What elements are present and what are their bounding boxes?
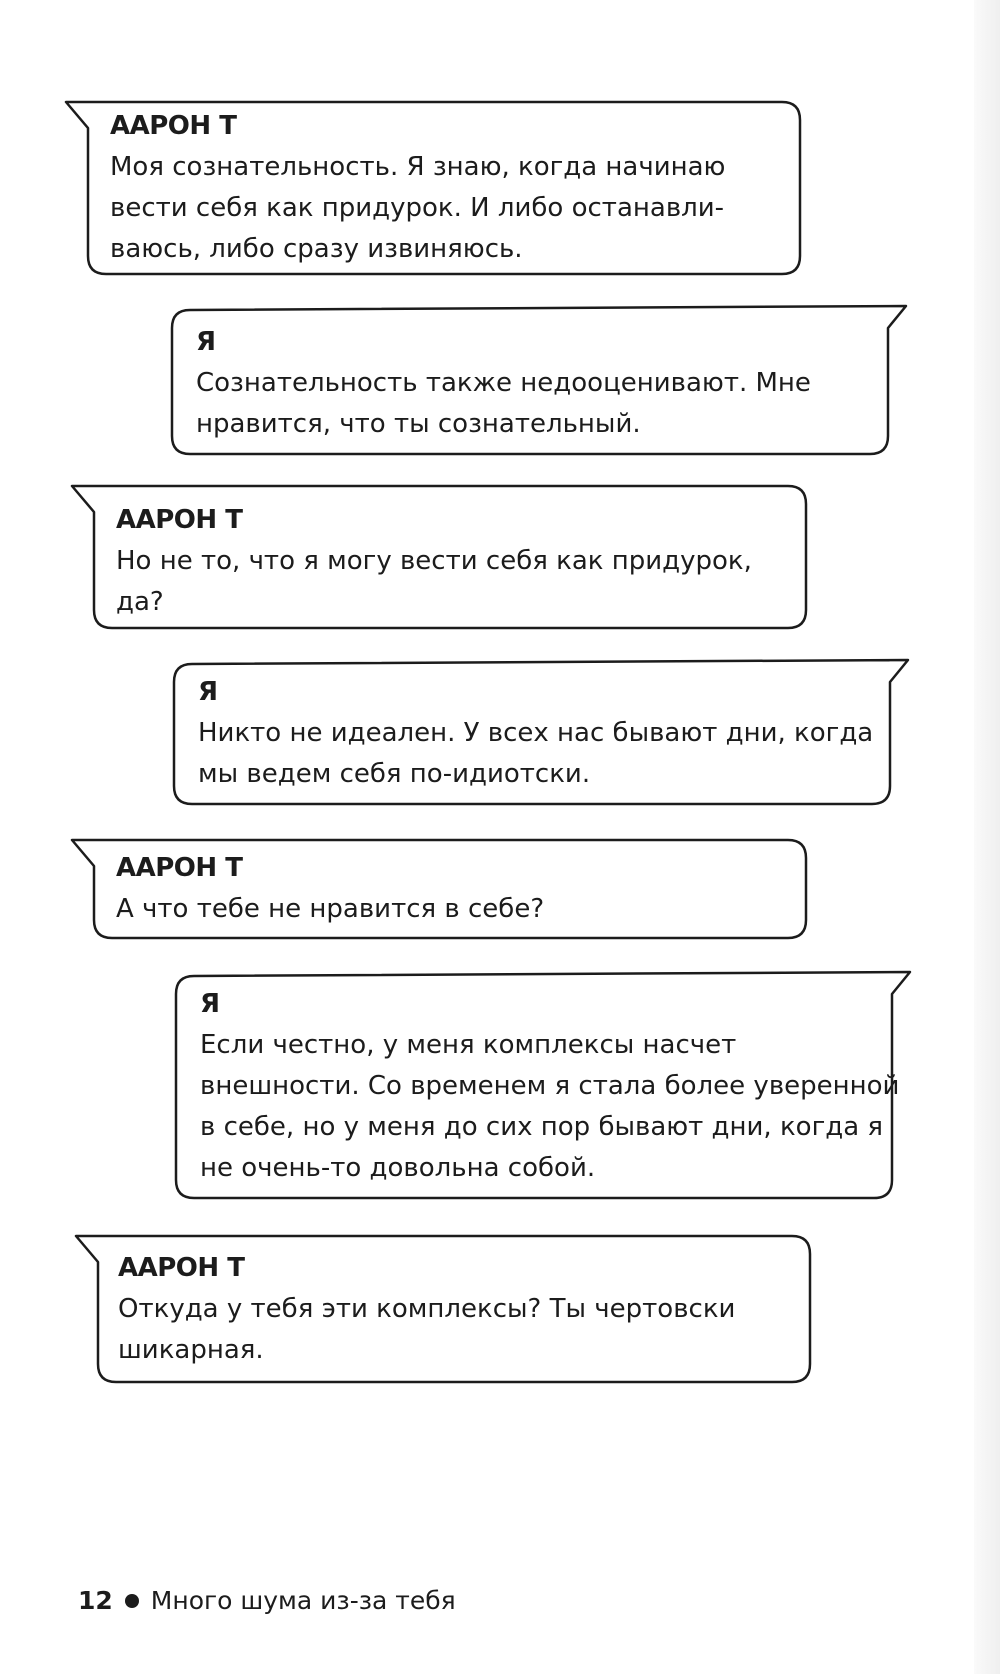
message-bubble-outgoing	[170, 300, 914, 460]
sender-name: Я	[196, 327, 216, 357]
sender-name: ААРОН Т	[110, 111, 237, 141]
page-edge-shadow	[974, 0, 1000, 1674]
message-text: Откуда у тебя эти комплексы? Ты чертовски шикарная.	[118, 1294, 736, 1365]
sender-name: ААРОН Т	[116, 505, 243, 535]
book-title: Много шума из-за тебя	[150, 1586, 456, 1615]
message-text: А что тебе не нравится в себе?	[116, 894, 545, 924]
message-text: Но не то, что я могу вести себя как придурок, да?	[116, 546, 752, 617]
sender-name: ААРОН Т	[118, 1253, 245, 1283]
message-bubble-incoming	[68, 482, 810, 632]
message-bubble-incoming	[72, 1232, 814, 1386]
sender-name: ААРОН Т	[116, 853, 243, 883]
message-text: Если честно, у меня комплексы насчет внешности. Со временем я стала более уверенной в себе, но у меня до сих пор бывают дни, когда я не очень-то довольна собой.	[200, 1030, 900, 1183]
sender-name: Я	[198, 677, 218, 707]
message-text: Сознательность также недооценивают. Мне нравится, что ты сознательный.	[196, 368, 811, 439]
message-text: Моя сознательность. Я знаю, когда начинаю вести себя как придурок. И либо останавли-ваюсь, либо сразу извиняюсь.	[110, 152, 726, 264]
message-bubble-outgoing	[174, 966, 918, 1204]
message-bubble-incoming	[68, 836, 810, 942]
message-bubble-outgoing	[172, 654, 916, 810]
sender-name: Я	[200, 989, 220, 1019]
page-footer	[78, 1585, 456, 1617]
bullet-dot-icon	[125, 1594, 139, 1608]
message-text: Никто не идеален. У всех нас бывают дни, когда мы ведем себя по-идиотски.	[198, 718, 874, 789]
message-bubble-incoming	[62, 98, 804, 278]
page-number: 12	[78, 1586, 113, 1615]
